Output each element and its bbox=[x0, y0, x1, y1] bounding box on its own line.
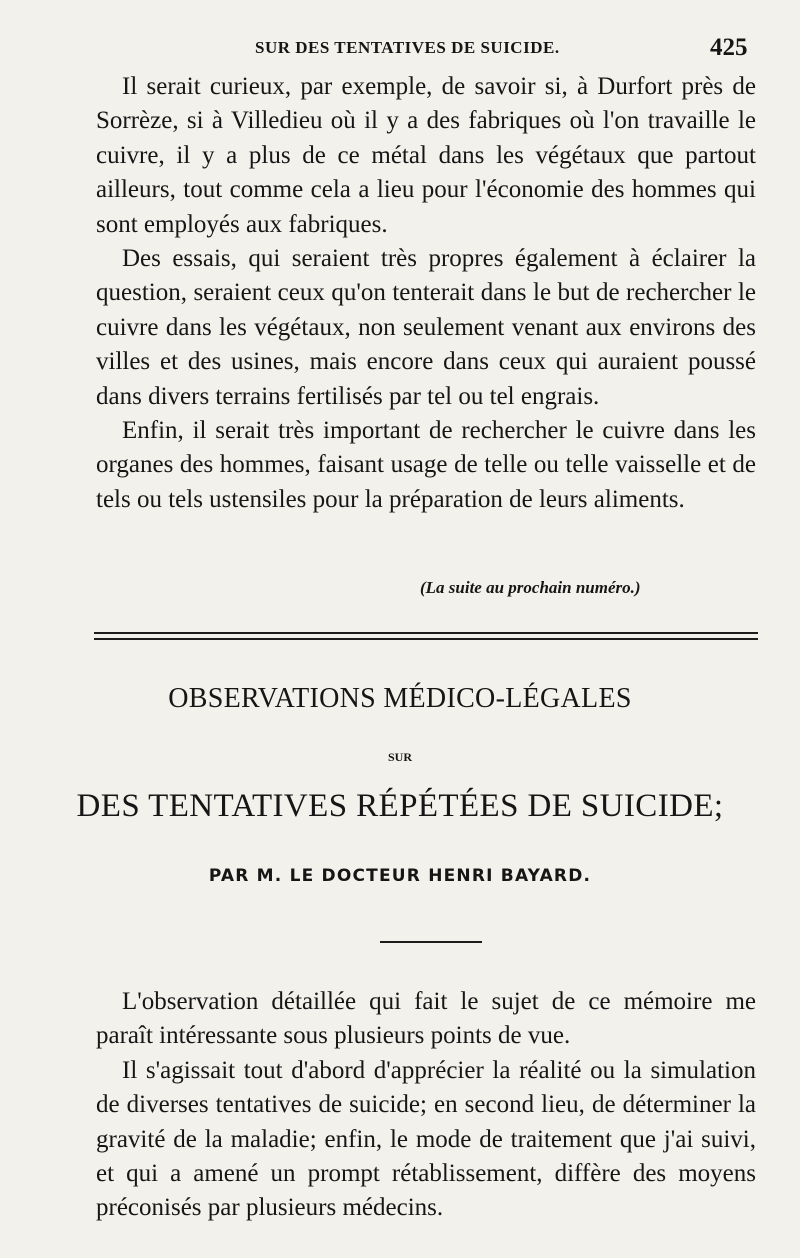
article-heading: OBSERVATIONS MÉDICO-LÉGALES bbox=[168, 683, 632, 714]
continuation-note: (La suite au prochain numéro.) bbox=[420, 578, 641, 597]
page-number: 425 bbox=[710, 34, 748, 61]
article-author: PAR M. LE DOCTEUR HENRI BAYARD. bbox=[208, 866, 592, 886]
section-divider bbox=[94, 632, 758, 640]
article-text bbox=[96, 985, 756, 1226]
article-heading-connector: SUR bbox=[387, 750, 412, 764]
heading-rule bbox=[380, 941, 482, 943]
article-subheading: DES TENTATIVES RÉPÉTÉES DE SUICIDE; bbox=[76, 788, 724, 824]
paragraph: L'observation détaillée qui fait le sujet de ce mémoire me paraît intéressante sous plusieurs points de vue. bbox=[96, 988, 756, 1050]
paragraph: Il s'agissait tout d'abord d'apprécier la réalité ou la simulation de diverses tentatives de suicide; en second lieu, de déterminer la gravité de la maladie; enfin, le mode de traitement que j'ai suivi, et qui a amené un prompt rétablissement, diffère des moyens préconisés par plusieurs médecins. bbox=[96, 1056, 756, 1222]
running-head-title: SUR DES TENTATIVES DE SUICIDE. bbox=[255, 38, 560, 57]
paragraph: Enfin, il serait très important de rechercher le cuivre dans les organes des hommes, faisant usage de telle ou telle vaisselle et de tels ou tels ustensiles pour la préparation de leurs aliments. bbox=[96, 417, 756, 513]
running-head bbox=[0, 34, 800, 64]
paragraph: Des essais, qui seraient très propres également à éclairer la question, seraient ceux qu'on tenterait dans le but de rechercher le cuivre dans les végétaux, non seulement venant aux environs des villes et des usines, mais encore dans ceux qui auraient poussé dans divers terrains fertilisés par tel ou tel engrais. bbox=[96, 245, 756, 410]
paragraph: Il serait curieux, par exemple, de savoir si, à Durfort près de Sorrèze, si à Villedieu où il y a des fabriques où l'on travaille le cuivre, il y a plus de ce métal dans les végétaux que partout ailleurs, tout comme cela a lieu pour l'économie des hommes qui sont employés aux fabriques. bbox=[96, 73, 756, 238]
previous-article-text bbox=[96, 70, 756, 517]
